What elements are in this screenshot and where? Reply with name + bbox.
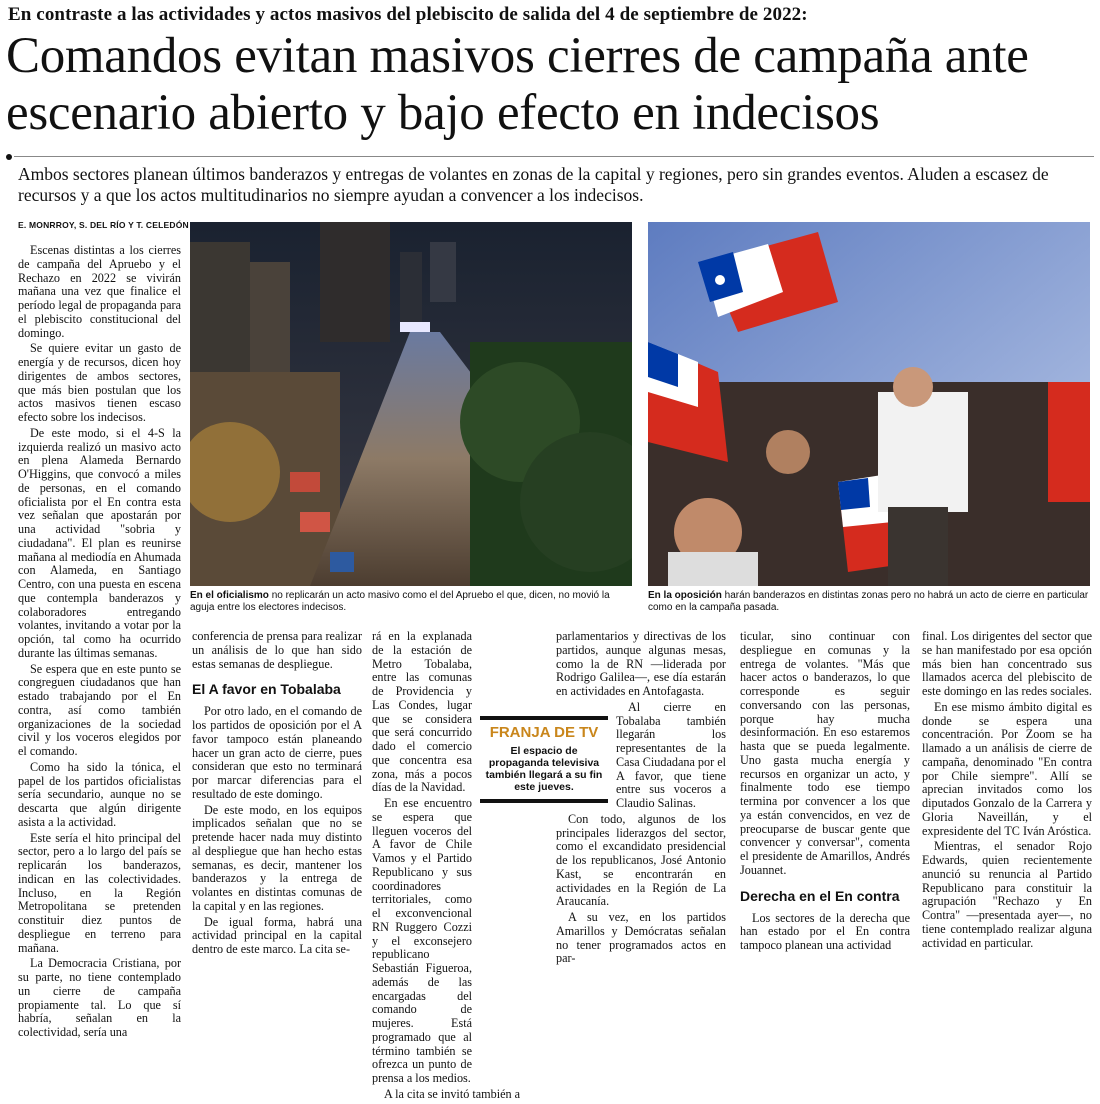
paragraph: Con todo, algunos de los principales liderazgos del sector, como el excandidato presidencial de los republicanos, José Antonio Kast, se encontrarán en actividades en la Región de La Araucanía. xyxy=(556,811,726,909)
caption-photo-1 xyxy=(190,590,632,614)
bullet-dot xyxy=(6,154,12,160)
divider xyxy=(14,156,1094,157)
paragraph: En ese mismo ámbito digital es donde se espera una concentración. Por Zoom se ha llamado a un análisis de cierre de campaña, denominado "En contra por Chile siempre". Allí se aprecian invitados como los diputados Gonzalo de la Carrera y Gloria Naveillán, y el expresidente del TC Iván Aróstica. xyxy=(922,699,1092,838)
paragraph: Como ha sido la tónica, el papel de los partidos oficialistas sería secundario, aunque no se descarta que algún dirigente asista a la actividad. xyxy=(18,759,181,829)
caption-text: no replicarán un acto masivo como el del Apruebo el que, dicen, no movió la aguja entre los electores indecisos. xyxy=(190,590,610,613)
deck: Ambos sectores planean últimos banderazos y entregas de volantes en zonas de la capital y regiones, pero sin grandes eventos. Aluden a escasez de recursos y a que los actos multitudinarios no siempre ayudan a convencer a los indecisos. xyxy=(18,164,1049,205)
paragraph: Mientras, el senador Rojo Edwards, quien recientemente anunció su renuncia al Partido Republicano para constituir la agrupación "Rechazo y En Contra" —presentada ayer—, no tiene contemplado realizar alguna actividad en particular. xyxy=(922,839,1092,950)
photo-night-rally xyxy=(190,222,632,586)
flag-rally-image xyxy=(648,222,1090,586)
byline: E. MONRROY, S. DEL RÍO Y T. CELEDÓN xyxy=(18,220,189,230)
paragraph: rá en la explanada de la estación de Metro Tobalaba, entre las comunas de Providencia y Las Condes, lugar que se considera que será concurrido dado el comercio que concentra esa zona, más a pocos días de la Navidad. xyxy=(372,629,472,795)
caption-lead: En el oficialismo xyxy=(190,590,269,601)
article-column-6 xyxy=(922,630,1092,952)
paragraph: Se espera que en este punto se congreguen ciudadanos que han estado trabajando por el En contra, así como también organizaciones de la sociedad civil y los voceros elegidos por el comando. xyxy=(18,661,181,758)
caption-photo-2 xyxy=(648,590,1090,614)
paragraph: A la cita se invitó también a xyxy=(384,1086,521,1101)
photo-flag-rally xyxy=(648,222,1090,586)
article-column-4 xyxy=(556,630,726,968)
headline: Comandos evitan masivos cierres de campaña ante escenario abierto y bajo efecto en indecisos xyxy=(6,28,1029,141)
kicker: En contraste a las actividades y actos masivos del plebiscito de salida del 4 de septiembre de 2022: xyxy=(8,4,808,25)
paragraph: En ese encuentro se espera que lleguen voceros del A favor de Chile Vamos y el Partido Republicano y sus coordinadores territoriales, como el exconvencional RN Ruggero Cozzi y el exconsejero republicano Sebastián Figueroa, además de las encargadas del comando de mujeres. Está programado que al término también se ofrezca un punto de prensa a los medios. xyxy=(372,796,472,1085)
sidebar-box-title: FRANJA DE TV xyxy=(480,716,608,743)
subhead: Derecha en el En contra xyxy=(740,887,900,904)
caption-text: harán banderazos en distintas zonas pero no habrá un acto de cierre en particular como en la campaña pasada. xyxy=(648,590,1089,613)
paragraph: Por otro lado, en el comando de los partidos de oposición por el A favor tampoco están planeando hacer un gran acto de cierre, pues consideran que esto no terminará por marcar diferencias para el resultado de este domingo. xyxy=(192,704,362,801)
paragraph: A su vez, en los partidos Amarillos y Demócratas señalan no tener programados actos en par- xyxy=(556,910,726,966)
caption-lead: En la oposición xyxy=(648,590,722,601)
paragraph: final. Los dirigentes del sector que se han manifestado por esa opción más bien han concentrado sus llamados acerca del plebiscito de este domingo en las redes sociales. xyxy=(922,629,1092,698)
paragraph: Este sería el hito principal del sector, pero a lo largo del país se replicarán los banderazos, indican en las colectividades. Incluso, en la Región Metropolitana se pretenden constituir diez puntos de despliegue en terreno para mañana. xyxy=(18,830,181,955)
paragraph: Escenas distintas a los cierres de campaña del Apruebo y el Rechazo en 2022 se vivirán mañana una vez que finalice el período legal de propaganda para el plebiscito constitucional del domingo. xyxy=(18,243,181,340)
paragraph: Los sectores de la derecha que han estado por el En contra tampoco planean una actividad xyxy=(740,910,910,952)
paragraph: ticular, sino continuar con despliegue en comunas y la entrega de volantes. "Más que hacer actos o banderazos, lo que corresponde es seguir conversando con las personas, porque hay mucha desinformación. En eso estaremos hasta que se pueda legalmente. Uno gasta mucha energía y recursos en organizar un acto, y finalmente todo ese tiempo termina por convencer a los que ya están convencidos, en vez de preocuparse de buscar gente que convencer y conversar", comenta el presidente de Amarillos, Andrés Jouannet. xyxy=(740,629,910,877)
paragraph: De este modo, si el 4-S la izquierda realizó un masivo acto en plena Alameda Bernardo O'Higgins, que convocó a miles de personas, en el comando oficialista por el En contra esta vez señalan que apostarán por una actividad "sobria y ciudadana". El plan es reunirse mañana al mediodía en Ahumada con Alameda, en Santiago Centro, con una puesta en escena que contempla banderazos y colaboradores entregando volantes, invitando a votar por la opción, tal como ha ocurrido durante las últimas semanas. xyxy=(18,425,181,660)
article-column-2 xyxy=(192,630,362,959)
paragraph: De igual forma, habrá una actividad principal en la capital dentro de este marco. La cita se- xyxy=(192,914,362,956)
night-rally-image xyxy=(190,222,632,586)
paragraph: conferencia de prensa para realizar un análisis de lo que han sido estas semanas de despliegue. xyxy=(192,629,362,671)
paragraph: parlamentarios y directivas de los partidos, aunque algunas mesas, como la de RN —liderada por Rodrigo Galilea—, ese día estarán en actividades en Antofagasta. xyxy=(556,629,726,698)
paragraph: La Democracia Cristiana, por su parte, no tiene contemplado un cierre de campaña propiamente tal. Lo que sí habría, señalan en la colectividad, sería una xyxy=(18,956,181,1039)
sidebar-box-body: El espacio de propaganda televisiva también llegará a su fin este jueves. xyxy=(480,743,608,803)
paragraph: Al cierre en Tobalaba también llegarán los representantes de la Casa Ciudadana por el A favor, que tiene entre sus voceros a Claudio Salinas. xyxy=(616,699,726,810)
article-column-1 xyxy=(18,244,181,1042)
article-column-3 xyxy=(372,630,542,1104)
paragraph: Se quiere evitar un gasto de energía y de recursos, dicen hoy dirigentes de ambos sectores, que más bien postulan que los actos masivos tienen escaso efecto sobre los indecisos. xyxy=(18,341,181,424)
article-column-5 xyxy=(740,630,910,955)
subhead: El A favor en Tobalaba xyxy=(192,681,341,698)
paragraph: De este modo, en los equipos implicados señalan que no se pretende hacer nada muy distinto al despliegue que han hecho estas semanas, es decir, mantener los banderazos y la entrega de volantes en distintas comunas de la capital y en las regiones. xyxy=(192,802,362,913)
